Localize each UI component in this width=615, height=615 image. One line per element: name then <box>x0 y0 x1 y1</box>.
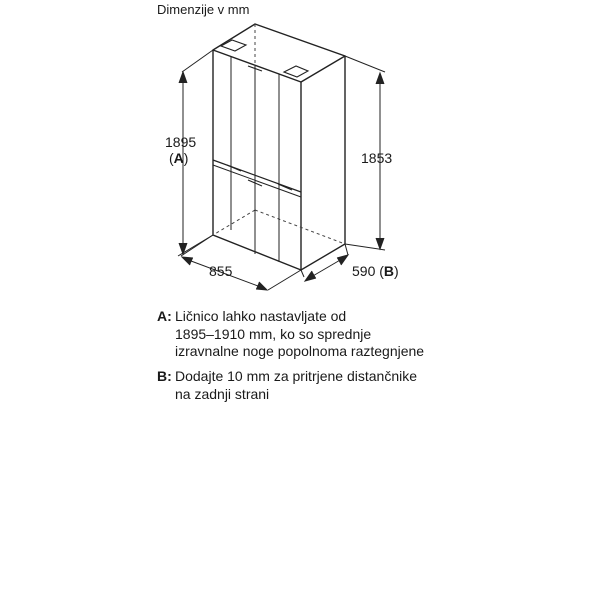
dimensions-title: Dimenzije v mm <box>157 2 250 17</box>
door-splits <box>213 56 301 262</box>
total-height-label: 1895 <box>165 134 197 150</box>
note-a <box>157 308 475 361</box>
width-label: 855 <box>209 263 233 279</box>
note-b-line-2: na zadnji strani <box>175 385 270 402</box>
note-a-line-2: 1895–1910 mm, ko so sprednje <box>175 325 372 342</box>
door-handles <box>221 40 308 190</box>
note-b-key: B: <box>157 368 172 384</box>
total-height-ref-label: (A) <box>169 150 189 166</box>
depth-dimension-line <box>301 244 348 281</box>
note-a-line-3: izravnalne noge popolnoma raztegnjene <box>175 343 425 359</box>
note-a-line-1: Ličnico lahko nastavljate od <box>175 308 347 324</box>
note-b <box>157 368 475 403</box>
body-height-label: 1853 <box>361 150 393 166</box>
depth-label: 590 (B) <box>352 263 399 279</box>
note-b-line-1: Dodajte 10 mm za pritrjene distančnike <box>175 368 418 384</box>
note-a-key: A: <box>157 308 172 324</box>
